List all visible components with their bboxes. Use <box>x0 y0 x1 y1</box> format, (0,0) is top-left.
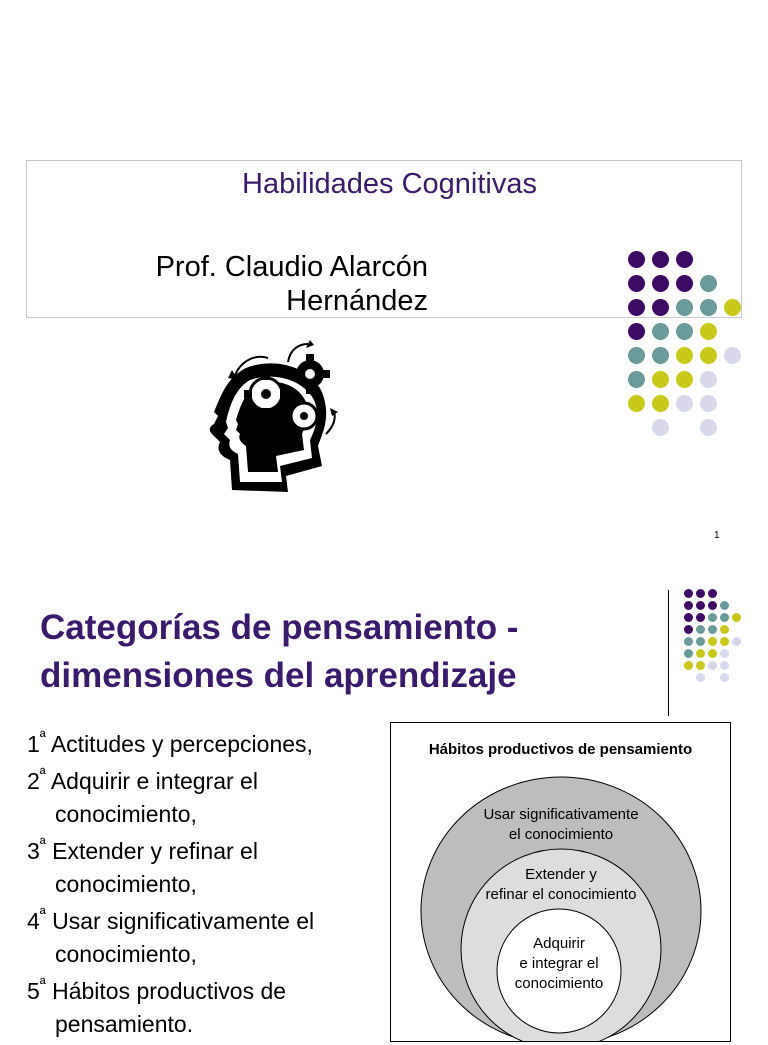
ordinal-mark: ª <box>39 976 46 993</box>
author-line-2: Hernández <box>286 285 428 317</box>
decorative-dot <box>628 275 645 292</box>
section-heading-line-2: dimensiones del aprendizaje <box>40 656 517 695</box>
author-line-1: Prof. Claudio Alarcón <box>155 251 428 283</box>
decorative-dot <box>708 589 717 598</box>
list-number: 3 <box>27 838 40 864</box>
decorative-dot <box>732 613 741 622</box>
decorative-dot <box>684 601 693 610</box>
decorative-dot <box>700 395 717 412</box>
decorative-dot <box>720 649 729 658</box>
decorative-dot <box>708 661 717 670</box>
decorative-dot <box>708 625 717 634</box>
ordinal-mark: ª <box>39 729 46 746</box>
decorative-dot <box>676 347 693 364</box>
inner-label-line-2: e integrar el <box>519 955 599 972</box>
decorative-dot <box>720 661 729 670</box>
decorative-dot <box>684 661 693 670</box>
author-name <box>124 250 428 318</box>
middle-label-line-2: refinar el conocimiento <box>485 886 637 903</box>
list-number: 5 <box>27 978 40 1004</box>
decorative-dot <box>628 323 645 340</box>
list-item <box>27 905 377 971</box>
decorative-dot <box>628 371 645 388</box>
decorative-dot <box>652 275 669 292</box>
decorative-dot <box>652 323 669 340</box>
decorative-dot <box>708 601 717 610</box>
list-text: Hábitos productivos de <box>45 978 287 1004</box>
decorative-dot <box>684 637 693 646</box>
head-with-gears-icon <box>206 338 342 494</box>
nested-circles-diagram <box>390 722 731 1042</box>
section-heading <box>40 604 660 700</box>
decorative-dot <box>684 625 693 634</box>
decorative-dot <box>696 661 705 670</box>
list-number: 1 <box>27 731 40 757</box>
list-item <box>27 765 377 831</box>
list-text: Adquirir e integrar el <box>45 768 258 794</box>
decorative-dot <box>700 347 717 364</box>
decorative-dot <box>700 299 717 316</box>
decorative-dot <box>708 649 717 658</box>
list-text-continuation: conocimiento, <box>55 941 197 967</box>
decorative-dot <box>676 323 693 340</box>
decorative-dot <box>652 251 669 268</box>
decorative-dot <box>720 625 729 634</box>
list-text-continuation: conocimiento, <box>55 871 197 897</box>
decorative-dot <box>652 347 669 364</box>
category-list <box>27 728 377 1045</box>
inner-label-line-3: conocimiento <box>514 975 604 992</box>
decorative-dot <box>652 395 669 412</box>
list-text: Usar significativamente el <box>45 908 315 934</box>
decorative-dot <box>724 347 741 364</box>
decorative-dot <box>652 299 669 316</box>
decorative-dot <box>676 299 693 316</box>
decorative-dot <box>696 637 705 646</box>
decorative-dot <box>696 589 705 598</box>
decorative-dot <box>720 637 729 646</box>
ordinal-mark: ª <box>39 766 46 783</box>
decorative-dot <box>628 251 645 268</box>
decorative-dot <box>652 419 669 436</box>
outer-label-line-1: Usar significativamente <box>483 806 639 823</box>
decorative-dot <box>720 673 729 682</box>
decorative-dot <box>684 613 693 622</box>
middle-label-line-1: Extender y <box>525 866 597 883</box>
decorative-dot <box>628 347 645 364</box>
decorative-dot <box>696 613 705 622</box>
list-item <box>27 975 377 1041</box>
decorative-dot <box>732 637 741 646</box>
diagram-title: Hábitos productivos de pensamiento <box>428 741 693 758</box>
middle-circle-label <box>451 865 671 905</box>
page-number: 1 <box>714 530 720 541</box>
list-number: 2 <box>27 768 40 794</box>
decorative-dot <box>684 589 693 598</box>
list-text: Actitudes y percepciones, <box>45 731 313 757</box>
decorative-dot <box>724 299 741 316</box>
decorative-dot <box>700 419 717 436</box>
vertical-divider <box>668 590 669 716</box>
decorative-dot <box>628 395 645 412</box>
list-text: Extender y refinar el <box>45 838 258 864</box>
decorative-dot <box>676 275 693 292</box>
decorative-dot <box>700 275 717 292</box>
ordinal-mark: ª <box>39 836 46 853</box>
outer-circle-label <box>461 805 661 845</box>
list-text-continuation: pensamiento. <box>55 1011 194 1037</box>
decorative-dot <box>708 637 717 646</box>
decorative-dot <box>676 395 693 412</box>
decorative-dot <box>696 601 705 610</box>
slide-title: Habilidades Cognitivas <box>242 168 537 200</box>
decorative-dot <box>700 371 717 388</box>
section-heading-line-1: Categorías de pensamiento - <box>40 608 519 647</box>
outer-label-line-2: el conocimiento <box>508 826 614 843</box>
ordinal-mark: ª <box>39 906 46 923</box>
decorative-dot <box>700 323 717 340</box>
decorative-dot <box>684 649 693 658</box>
decorative-dot <box>708 613 717 622</box>
decorative-dot <box>720 601 729 610</box>
decorative-dot <box>720 613 729 622</box>
decorative-dot <box>696 649 705 658</box>
list-item <box>27 728 377 761</box>
inner-circle-label <box>489 934 629 994</box>
list-text-continuation: conocimiento, <box>55 801 197 827</box>
decorative-dot <box>696 673 705 682</box>
list-item <box>27 835 377 901</box>
list-number: 4 <box>27 908 40 934</box>
decorative-dot <box>652 371 669 388</box>
decorative-dot <box>628 299 645 316</box>
decorative-dot <box>696 625 705 634</box>
inner-label-line-1: Adquirir <box>533 935 585 952</box>
decorative-dot <box>676 371 693 388</box>
decorative-dot <box>676 251 693 268</box>
